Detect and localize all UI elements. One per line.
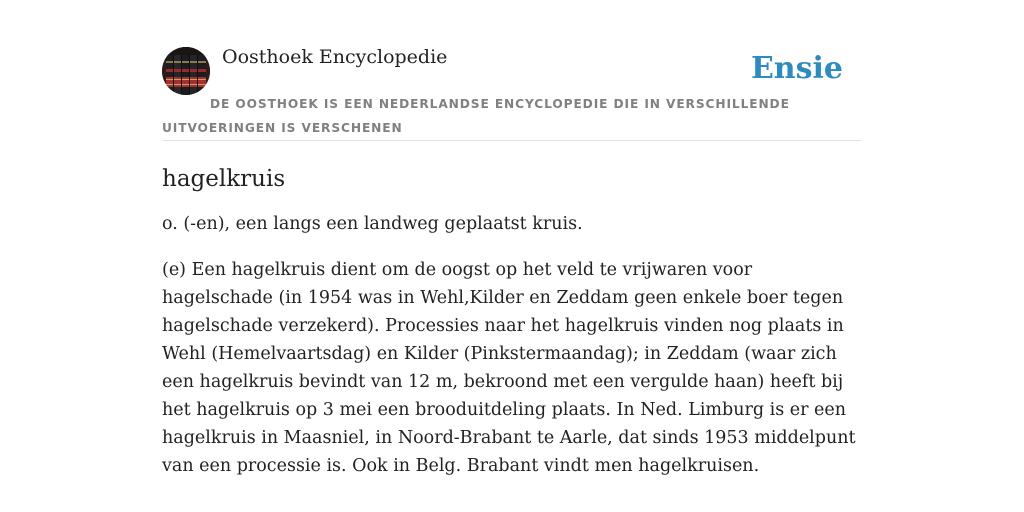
article-body: (e) Een hagelkruis dient om de oogst op het veld te vrijwaren voor hagelschade (in 1954 was in Wehl,Kilder en Zeddam geen enkele boer tegen hagelschade verzekerd). Processies naar het hagelkruis vinden nog plaats in Wehl (Hemelvaartsdag) en Kilder (Pinkstermaandag); in Zeddam (waar zich een hagelkruis bevindt van 12 m, bekroond met een vergulde haan) heeft bij het hagelkruis op 3 mei een brooduitdeling plaats. In Ned. Limburg is er een hagelkruis in Maasniel, in Noord-Brabant te Aarle, dat sinds 1953 middelpunt van een processie is. Ook in Belg. Brabant vindt men hagelkruisen.: [162, 260, 856, 476]
page-title: hagelkruis: [162, 166, 286, 192]
site-title[interactable]: Oosthoek Encyclopedie: [222, 46, 448, 68]
site-tagline: DE OOSTHOEK IS EEN NEDERLANDSE ENCYCLOPEDIE DIE IN VERSCHILLENDE UITVOERINGEN IS VERSCHENEN: [162, 97, 790, 135]
definition-text: o. (-en), een langs een landweg geplaatst kruis.: [162, 214, 583, 234]
article: [162, 160, 868, 480]
book-spines-icon[interactable]: [162, 47, 210, 95]
brand-logo[interactable]: Ensie: [750, 51, 843, 86]
header: [162, 46, 862, 141]
